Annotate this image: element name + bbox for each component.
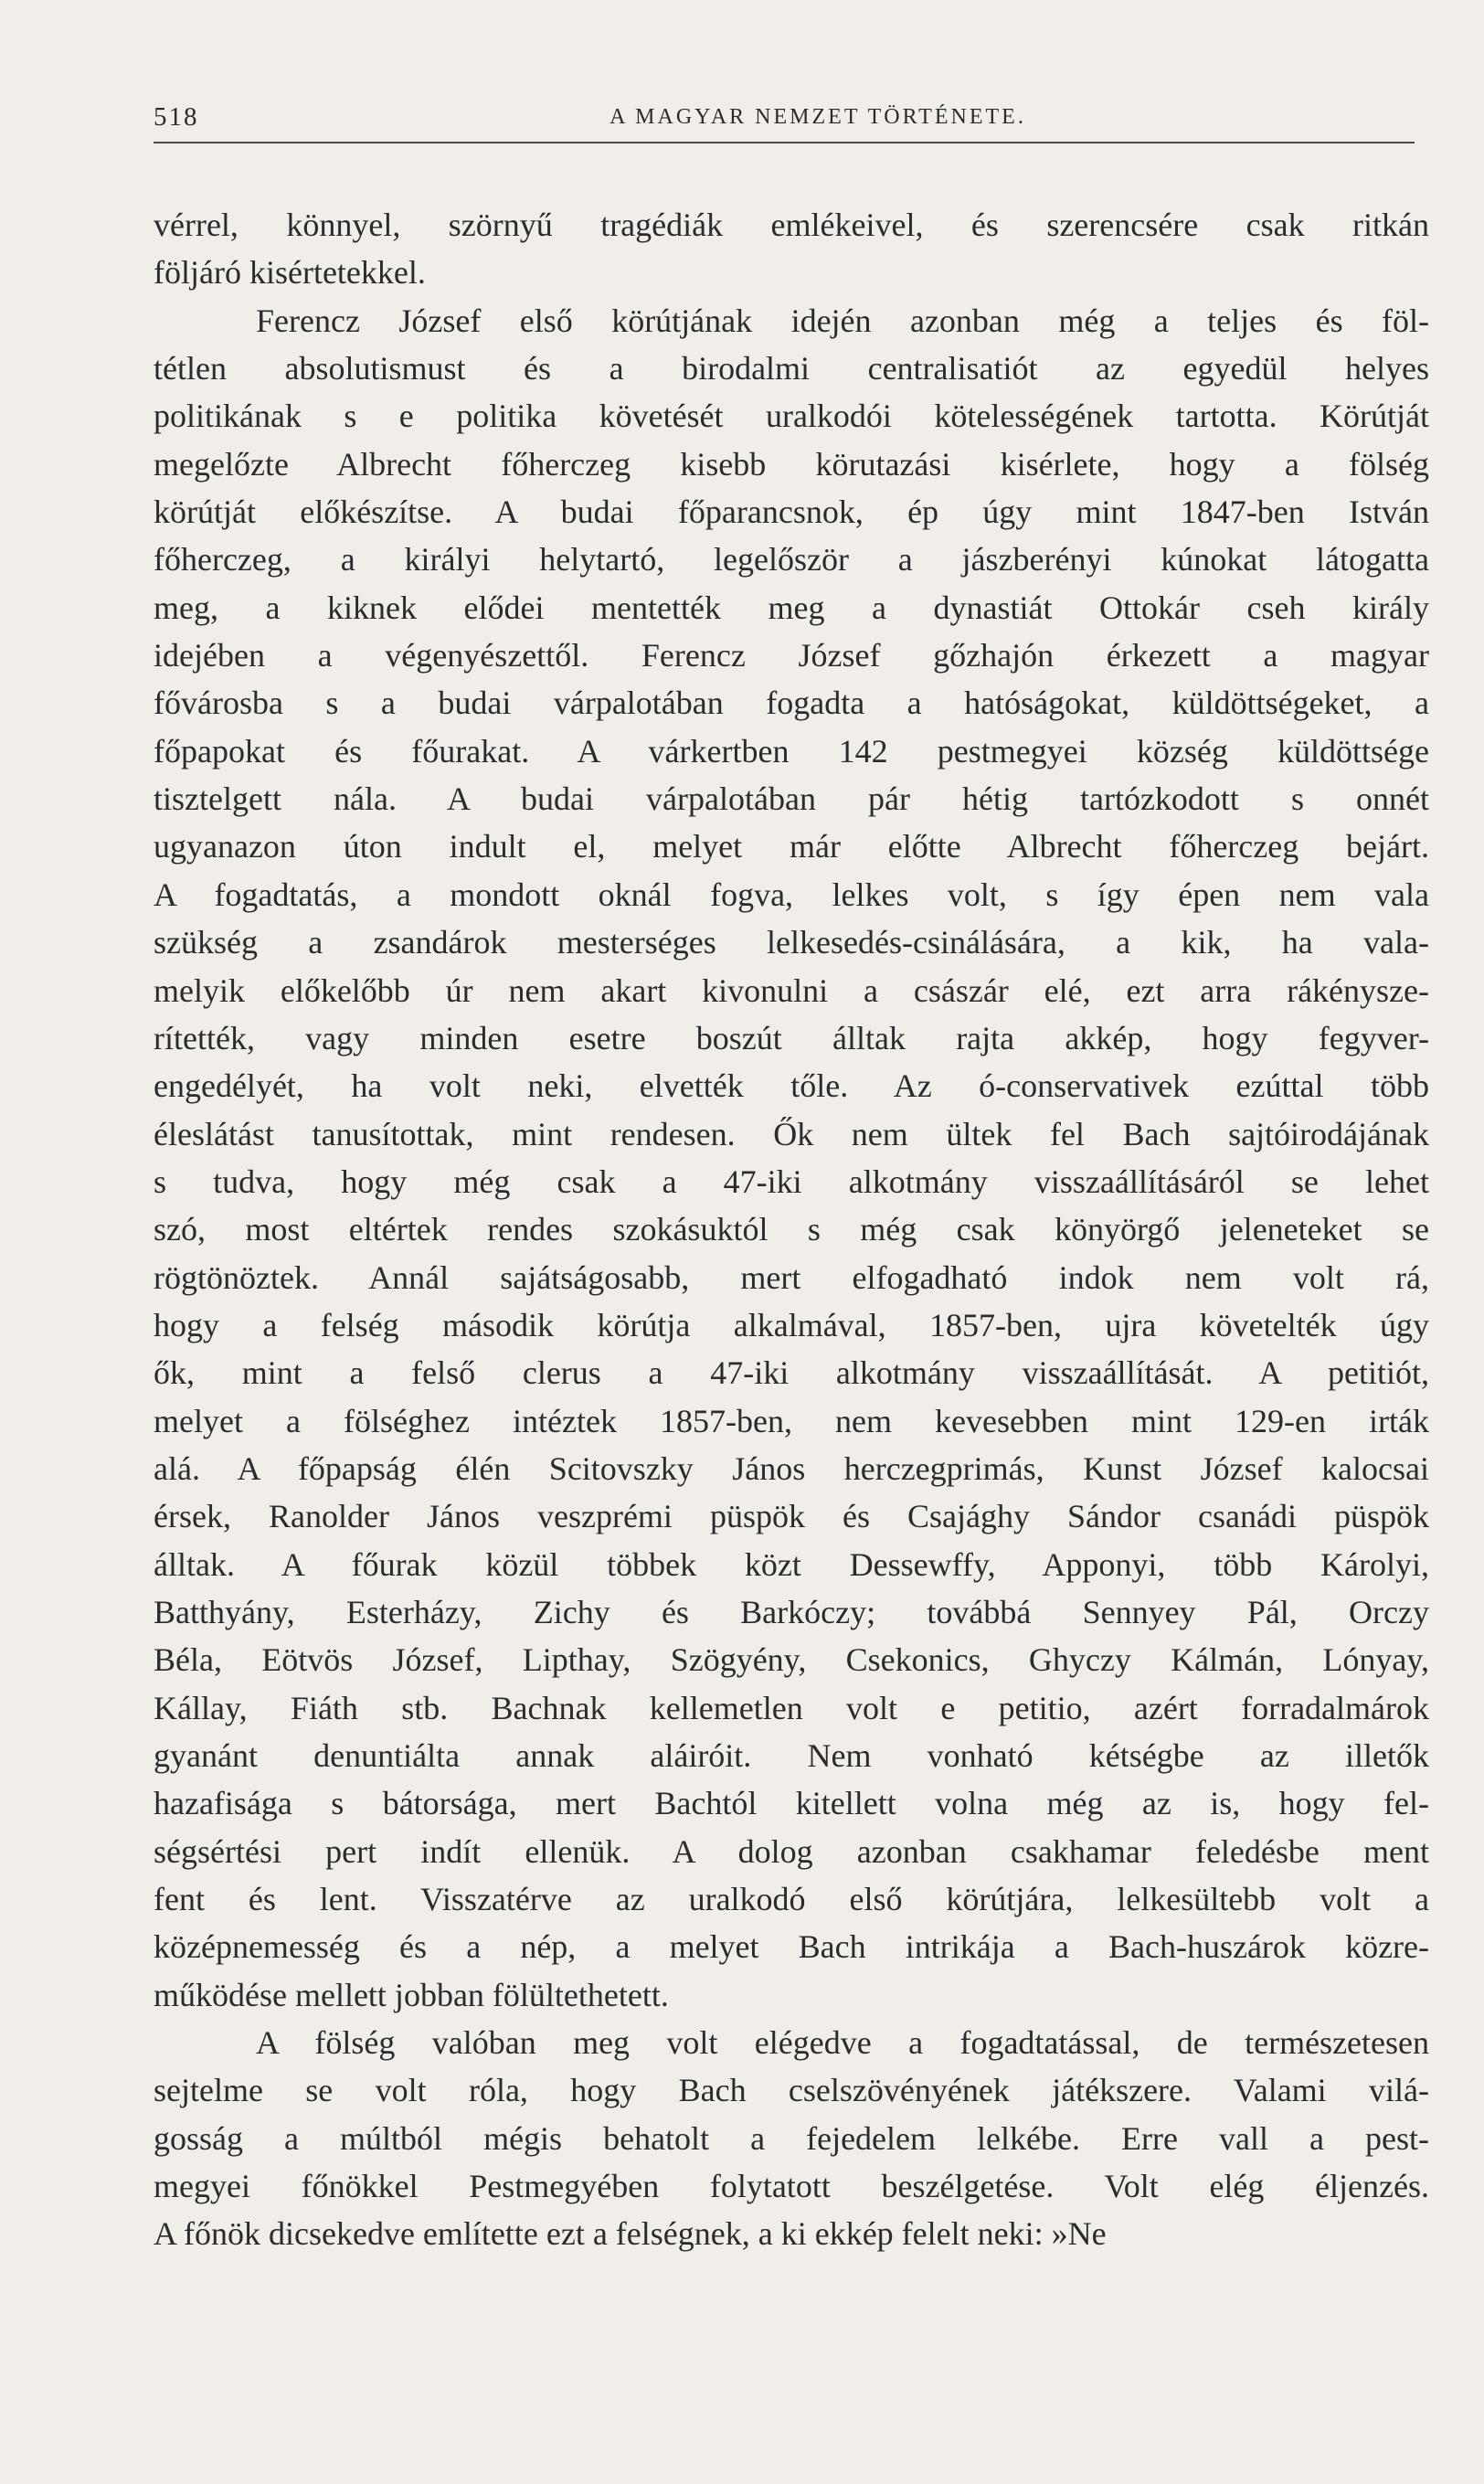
text-line: szó, most eltértek rendes szokásuktól s még csak könyörgő jeleneteket se bbox=[154, 1211, 1429, 1248]
text-line: A főnök dicsekedve említette ezt a felségnek, a ki ekkép felelt neki: »Ne bbox=[154, 2215, 1107, 2253]
text-line: alá. A főpapság élén Scitovszky János herczegprimás, Kunst József kalocsai bbox=[154, 1449, 1429, 1487]
text-line: meg, a kiknek elődei mentették meg a dynastiát Ottokár cseh király bbox=[154, 589, 1429, 626]
header-rule bbox=[154, 142, 1415, 143]
text-line: éleslátást tanusítottak, mint rendesen. Ők nem ültek fel Bach sajtóirodájának bbox=[154, 1115, 1429, 1152]
page-number: 518 bbox=[154, 102, 199, 132]
text-line: melyik előkelőbb úr nem akart kivonulni a császár elé, ezt arra rákénysze- bbox=[154, 971, 1429, 1009]
text-line: ők, mint a felső clerus a 47-iki alkotmány visszaállítását. A petitiót, bbox=[154, 1354, 1429, 1392]
text-line: tétlen absolutismust és a birodalmi centralisatiót az egyedül helyes bbox=[154, 350, 1429, 387]
text-line: Kállay, Fiáth stb. Bachnak kellemetlen volt e petitio, azért forradalmárok bbox=[154, 1689, 1429, 1726]
text-line: idejében a végenyészettől. Ferencz József gőzhajón érkezett a magyar bbox=[154, 637, 1429, 674]
text-line: működése mellett jobban fölültethetett. bbox=[154, 1976, 669, 2013]
text-line: gosság a múltból mégis behatolt a fejedelem lelkébe. Erre vall a pest- bbox=[154, 2119, 1429, 2157]
text-line: engedélyét, ha volt neki, elvették tőle. Az ó-conservativek ezúttal több bbox=[154, 1067, 1429, 1105]
text-line: Béla, Eötvös József, Lipthay, Szögyény, Csekonics, Ghyczy Kálmán, Lónyay, bbox=[154, 1641, 1429, 1679]
text-line: politikának s e politika követését uralkodói kötelességének tartotta. Körútját bbox=[154, 398, 1429, 435]
text-line: s tudva, hogy még csak a 47-iki alkotmány visszaállításáról se lehet bbox=[154, 1162, 1429, 1200]
text-line: hazafisága s bátorsága, mert Bachtól kitellett volna még az is, hogy fel- bbox=[154, 1785, 1429, 1822]
text-line: körútját előkészítse. A budai főparancsnok, ép úgy mint 1847-ben István bbox=[154, 494, 1429, 531]
text-line: melyet a fölséghez intéztek 1857-ben, nem kevesebben mint 129-en irták bbox=[154, 1402, 1429, 1439]
text-line: álltak. A főurak közül többek közt Dessewffy, Apponyi, több Károlyi, bbox=[154, 1545, 1429, 1583]
text-line: A fogadtatás, a mondott oknál fogva, lelkes volt, s így épen nem vala bbox=[154, 876, 1429, 913]
text-line: gyanánt denuntiálta annak aláiróit. Nem vonható kétségbe az illetők bbox=[154, 1737, 1429, 1774]
text-line: fővárosba s a budai várpalotában fogadta a hatóságokat, küldöttségeket, a bbox=[154, 685, 1429, 722]
text-line: főherczeg, a királyi helytartó, legelőször a jászberényi kúnokat látogatta bbox=[154, 541, 1429, 579]
text-line: vérrel, könnyel, szörnyű tragédiák emlékeivel, és szerencsére csak ritkán bbox=[154, 207, 1429, 243]
text-line: hogy a felség második körútja alkalmával, 1857-ben, ujra követelték úgy bbox=[154, 1306, 1429, 1343]
text-line: megyei főnökkel Pestmegyében folytatott beszélgetése. Volt elég éljenzés. bbox=[154, 2168, 1429, 2205]
text-line: Batthyány, Esterházy, Zichy és Barkóczy; továbbá Sennyey Pál, Orczy bbox=[154, 1593, 1429, 1630]
body-text bbox=[154, 201, 1429, 2258]
text-line: főpapokat és főurakat. A várkertben 142 pestmegyei község küldöttsége bbox=[154, 732, 1429, 770]
text-line: ségsértési pert indít ellenük. A dolog azonban csakhamar feledésbe ment bbox=[154, 1832, 1429, 1870]
text-line: rítették, vagy minden esetre boszút álltak rajta akkép, hogy fegyver- bbox=[154, 1019, 1429, 1056]
running-title: A MAGYAR NEMZET TÖRTÉNETE. bbox=[610, 105, 1026, 129]
running-header bbox=[154, 95, 1411, 139]
text-line: tisztelgett nála. A budai várpalotában pár hétig tartózkodott s onnét bbox=[154, 780, 1429, 818]
text-line: A fölség valóban meg volt elégedve a fogadtatással, de természetesen bbox=[256, 2024, 1429, 2062]
text-line: rögtönöztek. Annál sajátságosabb, mert elfogadható indok nem volt rá, bbox=[154, 1258, 1429, 1296]
text-line: érsek, Ranolder János veszprémi püspök és Csajághy Sándor csanádi püspök bbox=[154, 1498, 1429, 1535]
text-line: Ferencz József első körútjának idején azonban még a teljes és föl- bbox=[256, 302, 1429, 339]
text-line: megelőzte Albrecht főherczeg kisebb körutazási kisérlete, hogy a fölség bbox=[154, 445, 1429, 483]
text-line: ugyanazon úton indult el, melyet már előtte Albrecht főherczeg bejárt. bbox=[154, 828, 1429, 865]
text-line: középnemesség és a nép, a melyet Bach intrikája a Bach-huszárok közre- bbox=[154, 1928, 1429, 1966]
text-line: szükség a zsandárok mesterséges lelkesedés-csinálására, a kik, ha vala- bbox=[154, 924, 1429, 961]
text-line: följáró kisértetekkel. bbox=[154, 254, 426, 292]
text-line: sejtelme se volt róla, hogy Bach cselszövényének játékszere. Valami vilá- bbox=[154, 2072, 1429, 2109]
text-line: fent és lent. Visszatérve az uralkodó első körútjára, lelkesültebb volt a bbox=[154, 1881, 1429, 1918]
